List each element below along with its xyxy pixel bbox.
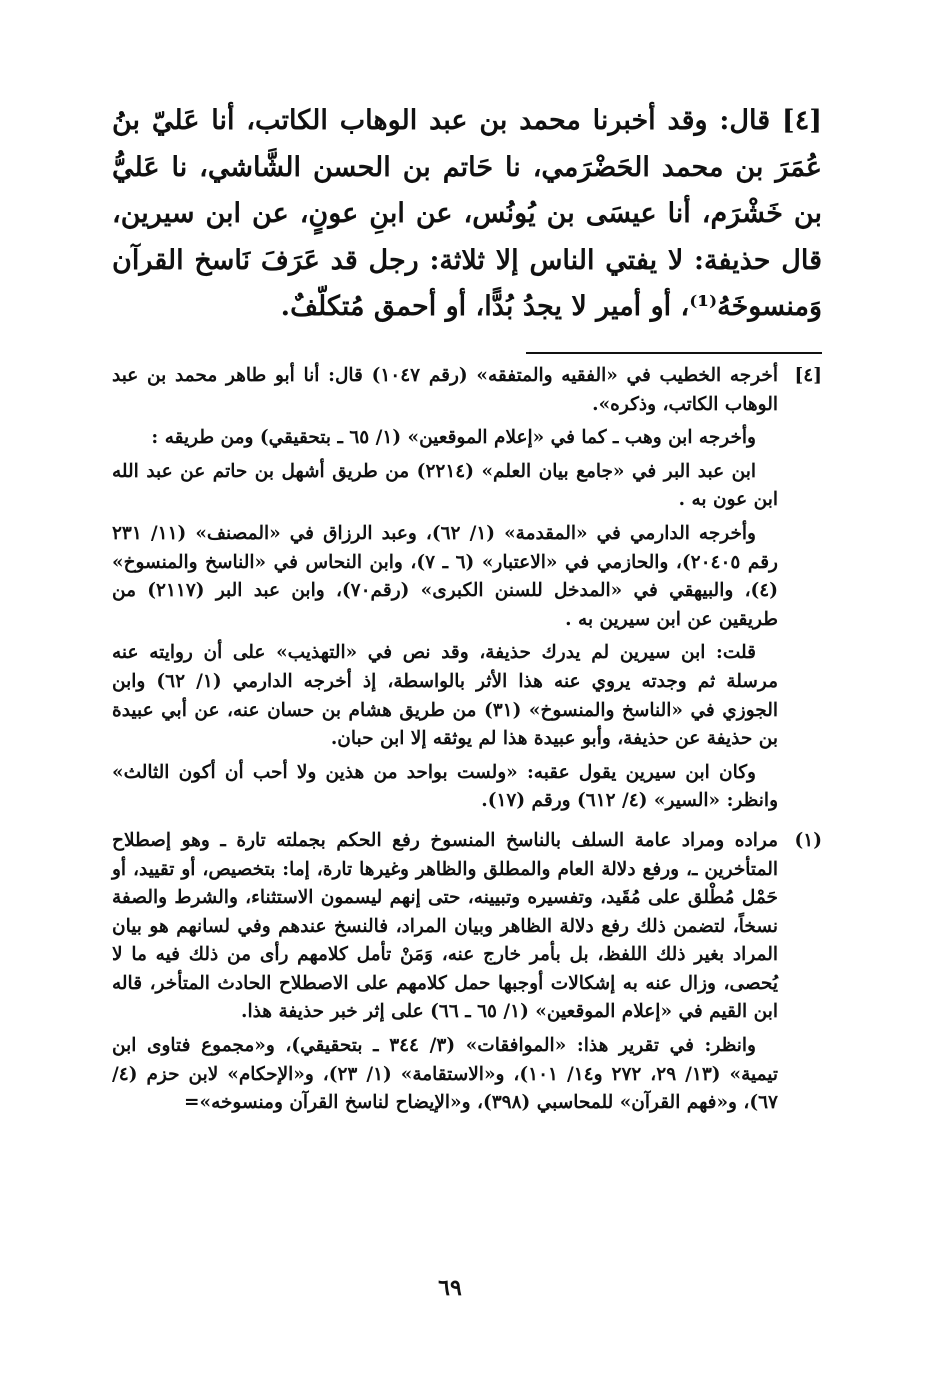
- footnote-paragraph: مراده ومراد عامة السلف بالناسخ المنسوخ رفع الحكم بجملته تارة ـ وهو إصطلاح المتأخرين ـ، ورفع دلالة العام والمطلق والظاهر وغيرها تارة، إما: بتخصيص، أو تقييد، أو حَمْل مُطْلق على مُقَيد، وتفسيره وتبيينه، حتى إنهم ليسمون الاستثناء، والشرط والصفة نسخاً، لتضمن ذلك رفع دلالة الظاهر وبيان المراد، فالنسخ عندهم وفي لسانهم هو بيان المراد بغير ذلك اللفظ، بل بأمر خارج عنه، وَمَنْ تأمل كلامهم رأى من ذلك فيه ما لا يُحصى، وزال عنه به إشكالات أوجبها حمل كلامهم على الاصطلاح الحادث المتأخر، قاله ابن القيم في «إعلام الموقعين» (١/ ٦٥ ـ ٦٦) على إثر خبر حذيفة هذا.: [112, 829, 778, 1023]
- footnote-marker: (١): [794, 829, 822, 851]
- footnote-marker: [٤]: [794, 365, 822, 386]
- footnote-paragraph: وانظر: في تقرير هذا: «الموافقات» (٣/ ٣٤٤ ـ بتحقيقي)، و«مجموع فتاوى ابن تيمية» (١٣/ ٢٩، ٢٧٢ و١٤/ ١٠١)، و«الاستقامة» (١/ ٢٣)، و«الإحكام» لابن حزم (٤/ ٦٧)، و«فهم القرآن» للمحاسبي (٣٩٨)، و«الإيضاح لناسخ القرآن ومنسوخه»=: [112, 1035, 779, 1114]
- footnote-paragraph: أخرجه الخطيب في «الفقيه والمتفقه» (رقم ١٠٤٧) قال: أنا أبو طاهر محمد بن عبد الوهاب الكاتب، وذكره».: [112, 365, 778, 415]
- footnote-paragraph: وكان ابن سيرين يقول عقبه: «ولست بواحد من هذين ولا أحب أن أكون الثالث» وانظر: «السير» (٤/ ٦١٢) ورقم (١٧).: [112, 761, 778, 812]
- footnote-body: [112, 362, 778, 821]
- main-text-paragraph: [٤] قال: وقد أخبرنا محمد بن عبد الوهاب الكاتب، أنا عَليّ بنُ عُمَرَ بن محمد الحَضْرَمي، نا حَاتم بن الحسن الشَّاشي، نا عَليُّ بن خَشْرَم، أنا عيسَى بن يُونُس، عن ابنِ عونٍ، عن ابن سيرين، قال حذيفة: لا يفتي الناس إلا ثلاثة: رجل قد عَرَفَ نَاسخ القرآن وَمنسوخَهُ⁽¹⁾، أو أمير لا يجدُ بُدًّا، أو أحمق مُتكلّفٌ.: [112, 105, 822, 322]
- footnote-4: [112, 362, 822, 821]
- page-number: ٦٩: [438, 1275, 462, 1301]
- footnote-paragraph: ابن عبد البر في «جامع بيان العلم» (٢٢١٤) من طريق أشهل بن حاتم عن عبد الله ابن عون به .: [112, 460, 778, 511]
- footnote-paragraph: وأخرجه ابن وهب ـ كما في «إعلام الموقعين» (١/ ٦٥ ـ بتحقيقي) ومن طريقه :: [151, 427, 756, 449]
- footnote-separator: [526, 352, 822, 354]
- footnote-paragraph: وأخرجه الدارمي في «المقدمة» (١/ ٦٢)، وعبد الرزاق في «المصنف» (١١/ ٢٣١ رقم ٢٠٤٠٥)، والحازمي في «الاعتبار» (٦ ـ ٧)، وابن النحاس في «الناسخ والمنسوخ» (٤)، والبيهقي في «المدخل للسنن الكبرى» (رقم٧٠)، وابن عبد البر (٢١١٧) من طريقين عن ابن سيرين به .: [112, 522, 778, 630]
- footnote-paragraph: قلت: ابن سيرين لم يدرك حذيفة، وقد نص في «التهذيب» على أن روايته عنه مرسلة ثم وجدته يروي عنه هذا الأثر بالواسطة، إذ أخرجه الدارمي (١/ ٦٢) وابن الجوزي في «الناسخ والمنسوخ» (٣١) من طريق هشام بن حسان عنه، عن أبي عبيدة بن حذيفة عن حذيفة، وأبو عبيدة هذا لم يوثقه إلا ابن حبان.: [112, 642, 779, 750]
- footnote-body: [112, 827, 778, 1123]
- footnote-1: [112, 827, 822, 1123]
- footnotes-section: [112, 362, 822, 1129]
